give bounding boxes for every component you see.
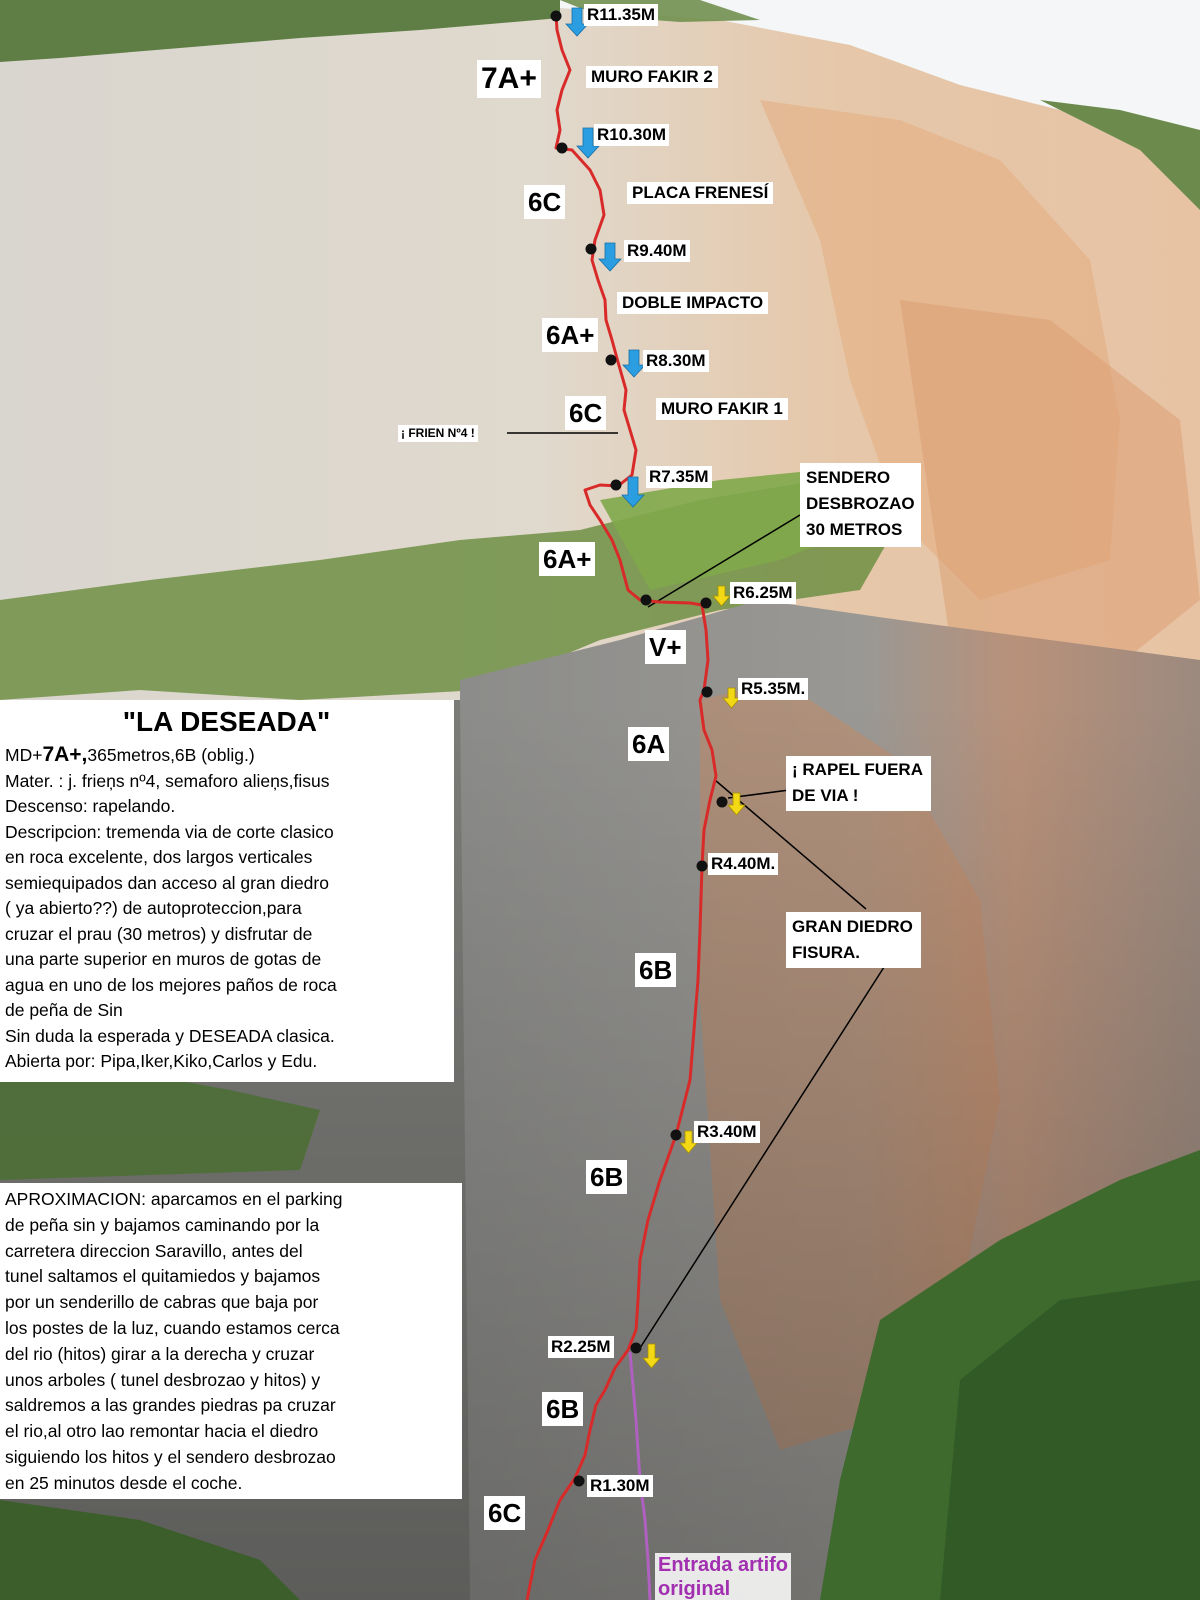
diedro-line: GRAN DIEDRO [792,917,913,936]
sendero-line: DESBROZAO [806,494,915,513]
belay-label-r1: R1.30M [587,1475,653,1497]
sendero-line: SENDERO [806,468,891,487]
approach-line: siguiendo los hitos y el sendero desbrozao [5,1446,336,1467]
grade-label: V+ [645,630,686,664]
diedro-line: FISURA. [792,943,860,962]
info-line: cruzar el prau (30 metros) y disfrutar de [5,923,313,944]
belay-label-r9: R9.40M [624,240,690,262]
route-summary-prefix: MD+ [5,745,43,765]
info-line: Sin duda la esperada y DESEADA clasica. [5,1025,335,1046]
sendero-note [800,463,921,547]
belay-label-r2: R2.25M [548,1336,614,1358]
approach-line: tunel saltamos el quitamiedos y bajamos [5,1266,321,1287]
belay-dot [574,1476,585,1487]
approach-line: unos arboles ( tunel desbrozao y hitos) y [5,1369,321,1390]
belay-dot [702,687,713,698]
approach-line: saldremos a las grandes piedras pa cruzar [5,1395,336,1416]
grade-label: 6B [586,1160,627,1194]
info-line: semiequipados dan acceso al gran diedro [5,872,329,893]
belay-label-r6: R6.25M [730,582,796,604]
info-line: agua en uno de los mejores paños de roca [5,974,337,995]
frien-note: ¡ FRIEN Nº4 ! [398,425,478,442]
belay-label-r4: R4.40M. [708,853,778,875]
belay-dot [701,598,712,609]
grade-label: 6C [524,185,565,219]
rapel-line: ¡ RAPEL FUERA [792,760,923,779]
grade-label: 7A+ [477,60,541,98]
pitch-name: DOBLE IMPACTO [617,292,768,314]
belay-label-r7: R7.35M [646,466,712,488]
belay-dot [557,143,568,154]
grade-label: 6A+ [539,542,595,576]
info-line: de peña de Sin [5,1000,123,1020]
route-summary-grade: 7A+, [42,743,88,766]
approach-line: en 25 minutos desde el coche. [5,1472,243,1493]
grade-label: 6A+ [542,318,598,352]
pitch-name: MURO FAKIR 2 [586,66,718,88]
info-line: Mater. : j. frieņs nº4, semaforo alieņs,fisus [5,770,330,791]
info-line: Abierta por: Pipa,Iker,Kiko,Carlos y Edu. [5,1051,318,1071]
info-line: en roca excelente, dos largos verticales [5,847,313,867]
grade-label: 6B [542,1392,583,1426]
route-summary-rest: 365metros,6B (oblig.) [87,745,255,765]
belay-dot [586,244,597,255]
rapel-note [786,756,931,811]
belay-label-r8: R8.30M [643,350,709,372]
route-info-box [0,700,454,1082]
info-line: Descripcion: tremenda via de corte clasico [5,821,334,842]
approach-line: APROXIMACION: aparcamos en el parking [5,1189,343,1209]
belay-label-r11: R11.35M [584,4,658,26]
approach-line: los postes de la luz, cuando estamos cerca [5,1317,340,1338]
belay-dot [611,480,622,491]
grade-label: 6C [484,1496,525,1530]
belay-dot [697,861,708,872]
grade-label: 6A [628,727,669,761]
belay-label-r3: R3.40M [694,1121,760,1143]
entrada-line: Entrada artifo [658,1554,789,1576]
sendero-line: 30 METROS [806,520,903,539]
route-summary [5,742,448,769]
belay-dot [671,1130,682,1141]
entrada-note [655,1553,791,1601]
diedro-note [786,912,921,968]
pitch-name: MURO FAKIR 1 [656,398,788,420]
approach-box [0,1183,462,1499]
grade-label: 6C [565,396,606,430]
belay-label-r5: R5.35M. [738,678,808,700]
belay-dot [717,797,728,808]
belay-label-r10: R10.30M [594,124,669,146]
approach-line: de peña sin y bajamos caminando por la [5,1214,320,1235]
approach-line: carretera direccion Saravillo, antes del [5,1240,303,1261]
belay-dot [641,595,652,606]
approach-line: del rio (hitos) girar a la derecha y cruzar [5,1343,315,1364]
belay-dot [631,1343,642,1354]
info-line: Descenso: rapelando. [5,796,176,816]
entrada-line: original [658,1578,731,1600]
approach-line: por un senderillo de cabras que baja por [5,1292,319,1313]
info-line: una parte superior en muros de gotas de [5,949,322,969]
route-title: "LA DESEADA" [122,706,331,737]
info-line: ( ya abierto??) de autoproteccion,para [5,898,302,918]
pitch-name: PLACA FRENESÍ [627,182,773,204]
grade-label: 6B [635,953,676,987]
belay-dot [551,11,562,22]
approach-line: el rio,al otro lao remontar hacia el diedro [5,1421,319,1442]
belay-dot [606,355,617,366]
rapel-line: DE VIA ! [792,786,859,805]
